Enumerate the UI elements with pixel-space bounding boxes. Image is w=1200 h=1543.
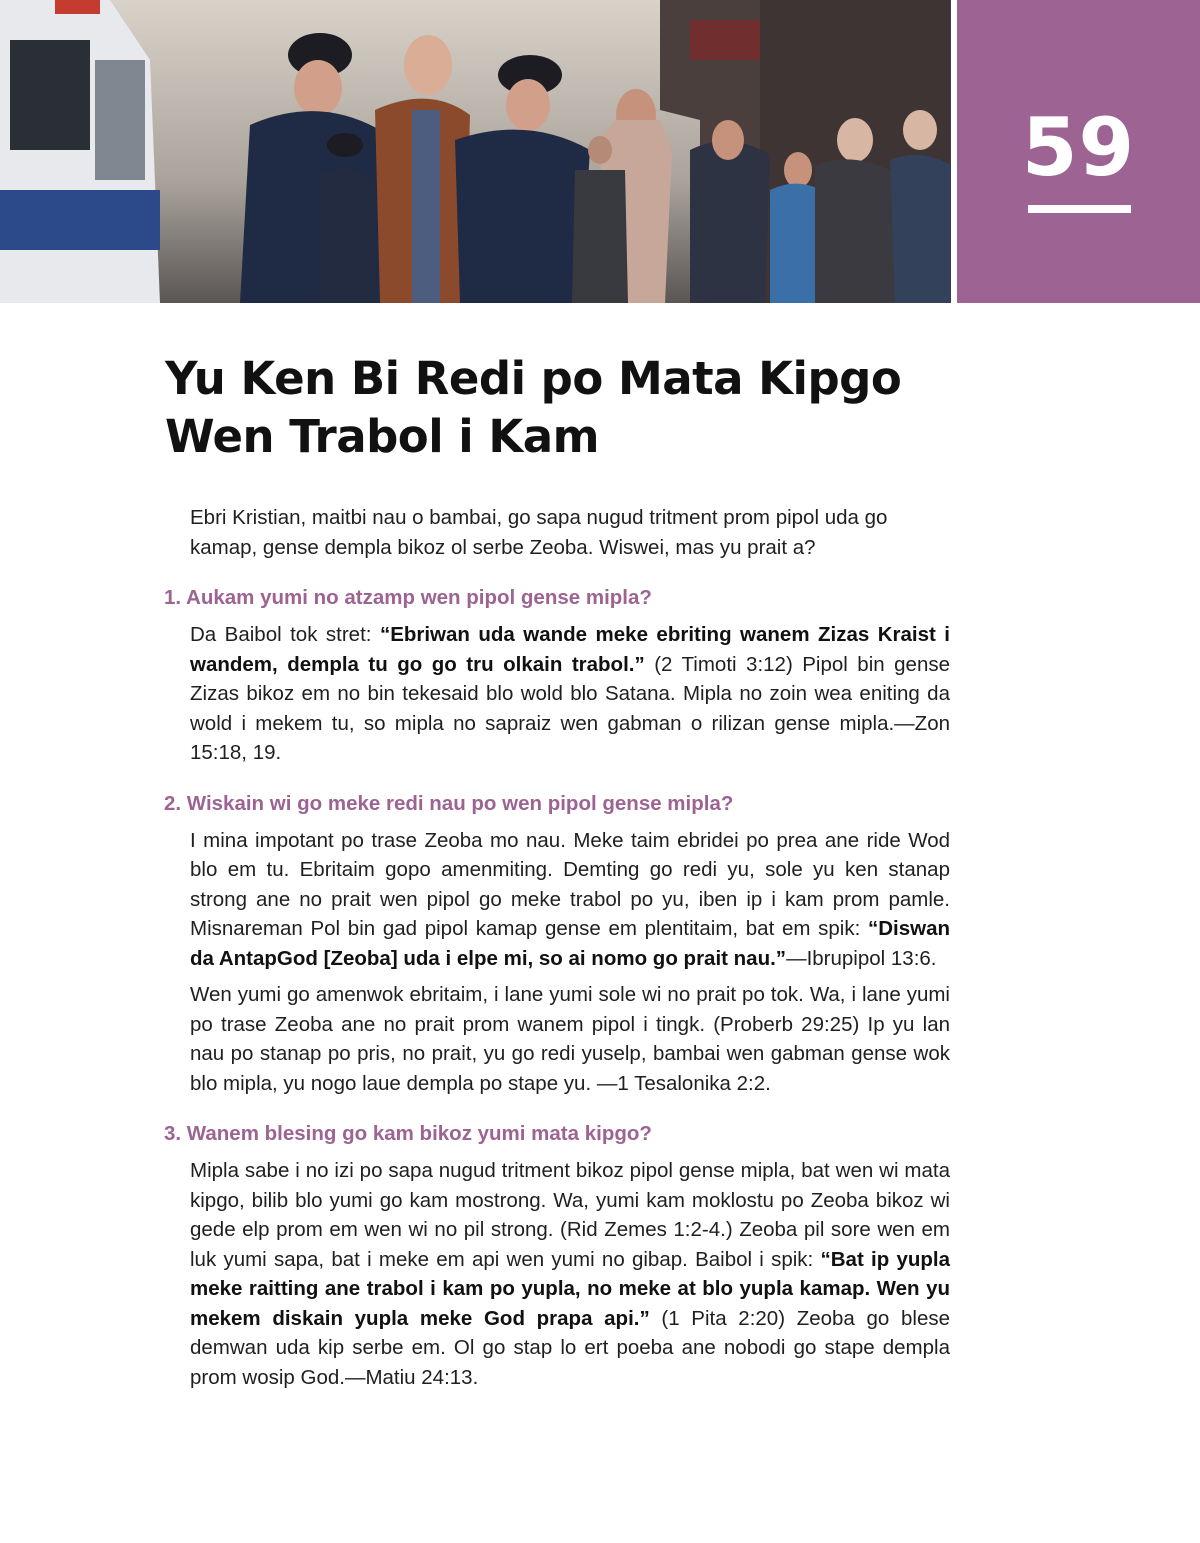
answer-3-paragraph: Mipla sabe i no izi po sapa nugud tritment bikoz pipol gense mipla, bat wen wi mata kipgo, bilib blo yumi go kam mostrong. Wa, yumi kam moklostu po Zeoba bikoz wi gede elp prom em wen wi no pil strong. (Rid Zemes 1:2-4.) Zeoba pil sore wen em luk yumi sapa, bat i meke em api wen yumi no gibap. Baibol i spik: “Bat ip yupla meke raitting ane trabol i kam po yupla, no meke at blo yupla kamap. Wen yu mekem diskain yupla meke God prapa api.” (1 Pita 2:20) Zeoba go blese demwan uda kip serbe em. Ol go stap lo ert poeba ane nobodi go stape dempla prom wosip God.—Matiu 24:13. bbox=[190, 1159, 951, 1389]
answer-1-paragraph: Da Baibol tok stret: “Ebriwan uda wande meke ebriting wanem Zizas Kraist i wandem, dempla tu go go tru olkain trabol.” (2 Timoti 3:12) Pipol bin gense Zizas bikoz em no bin tekesaid blo wold blo Satana. Mipla no zoin wea eniting da wold i mekem tu, so mipla no sapraiz wen gabman o rilizan gense mipla.—Zon 15:18, 19. bbox=[190, 623, 950, 764]
badge-underline bbox=[1028, 205, 1131, 213]
page-title bbox=[165, 350, 985, 466]
question-3: 3. Wanem blesing go kam bikoz yumi mata kipgo? bbox=[164, 1122, 652, 1145]
intro-paragraph: Ebri Kristian, maitbi nau o bambai, go sapa nugud tritment prom pipol uda go kamap, gense dempla bikoz ol serbe Zeoba. Wiswei, mas yu prait a? bbox=[190, 506, 888, 559]
lesson-body bbox=[164, 503, 951, 1414]
scripture-quote: “Bat ip yupla meke raitting ane trabol i kam po yupla, no meke at blo yupla kamap. Wen yu mekem diskain yupla meke God prapa api.” bbox=[190, 1247, 951, 1330]
lesson-number-badge bbox=[957, 0, 1200, 303]
answer-2-paragraph-2: Wen yumi go amenwok ebritaim, i lane yumi sole wi no prait po tok. Wa, i lane yumi po trase Zeoba ane no prait prom wanem pipol i tingk. (Proberb 29:25) Ip yu lan nau po stanap po pris, no prait, yu go redi yuselp, bambai wen gabman gense wok blo mipla, yu nogo laue dempla po stape yu. —1 Tesalonika 2:2. bbox=[190, 983, 950, 1095]
lesson-number: 59 bbox=[1021, 101, 1136, 194]
header-photo bbox=[0, 0, 951, 303]
answer-2-paragraph-1: I mina impotant po trase Zeoba mo nau. Meke taim ebridei po prea ane ride Wod blo em tu. Ebritaim gopo amenmiting. Demting go redi yu, sole yu ken stanap strong ane no prait wen pipol go meke trabol po yu, iben ip i kam prom pamle. Misnareman Pol bin gad pipol kamap gense em plentitaim, bat em spik: “Diswan da AntapGod [Zeoba] uda i elpe mi, so ai nomo go prait nau.”—Ibrupipol 13:6. bbox=[190, 828, 950, 970]
question-1: 1. Aukam yumi no atzamp wen pipol gense mipla? bbox=[164, 586, 652, 609]
title-line-2: Wen Trabol i Kam bbox=[165, 410, 600, 463]
scripture-quote: “Diswan da AntapGod [Zeoba] uda i elpe mi, so ai nomo go prait nau.” bbox=[190, 917, 950, 970]
scripture-quote: “Ebriwan uda wande meke ebriting wanem Zizas Kraist i wandem, dempla tu go go tru olkain trabol.” bbox=[190, 623, 950, 676]
title-line-1: Yu Ken Bi Redi po Mata Kipgo bbox=[165, 352, 902, 405]
question-2: 2. Wiskain wi go meke redi nau po wen pipol gense mipla? bbox=[164, 791, 734, 815]
